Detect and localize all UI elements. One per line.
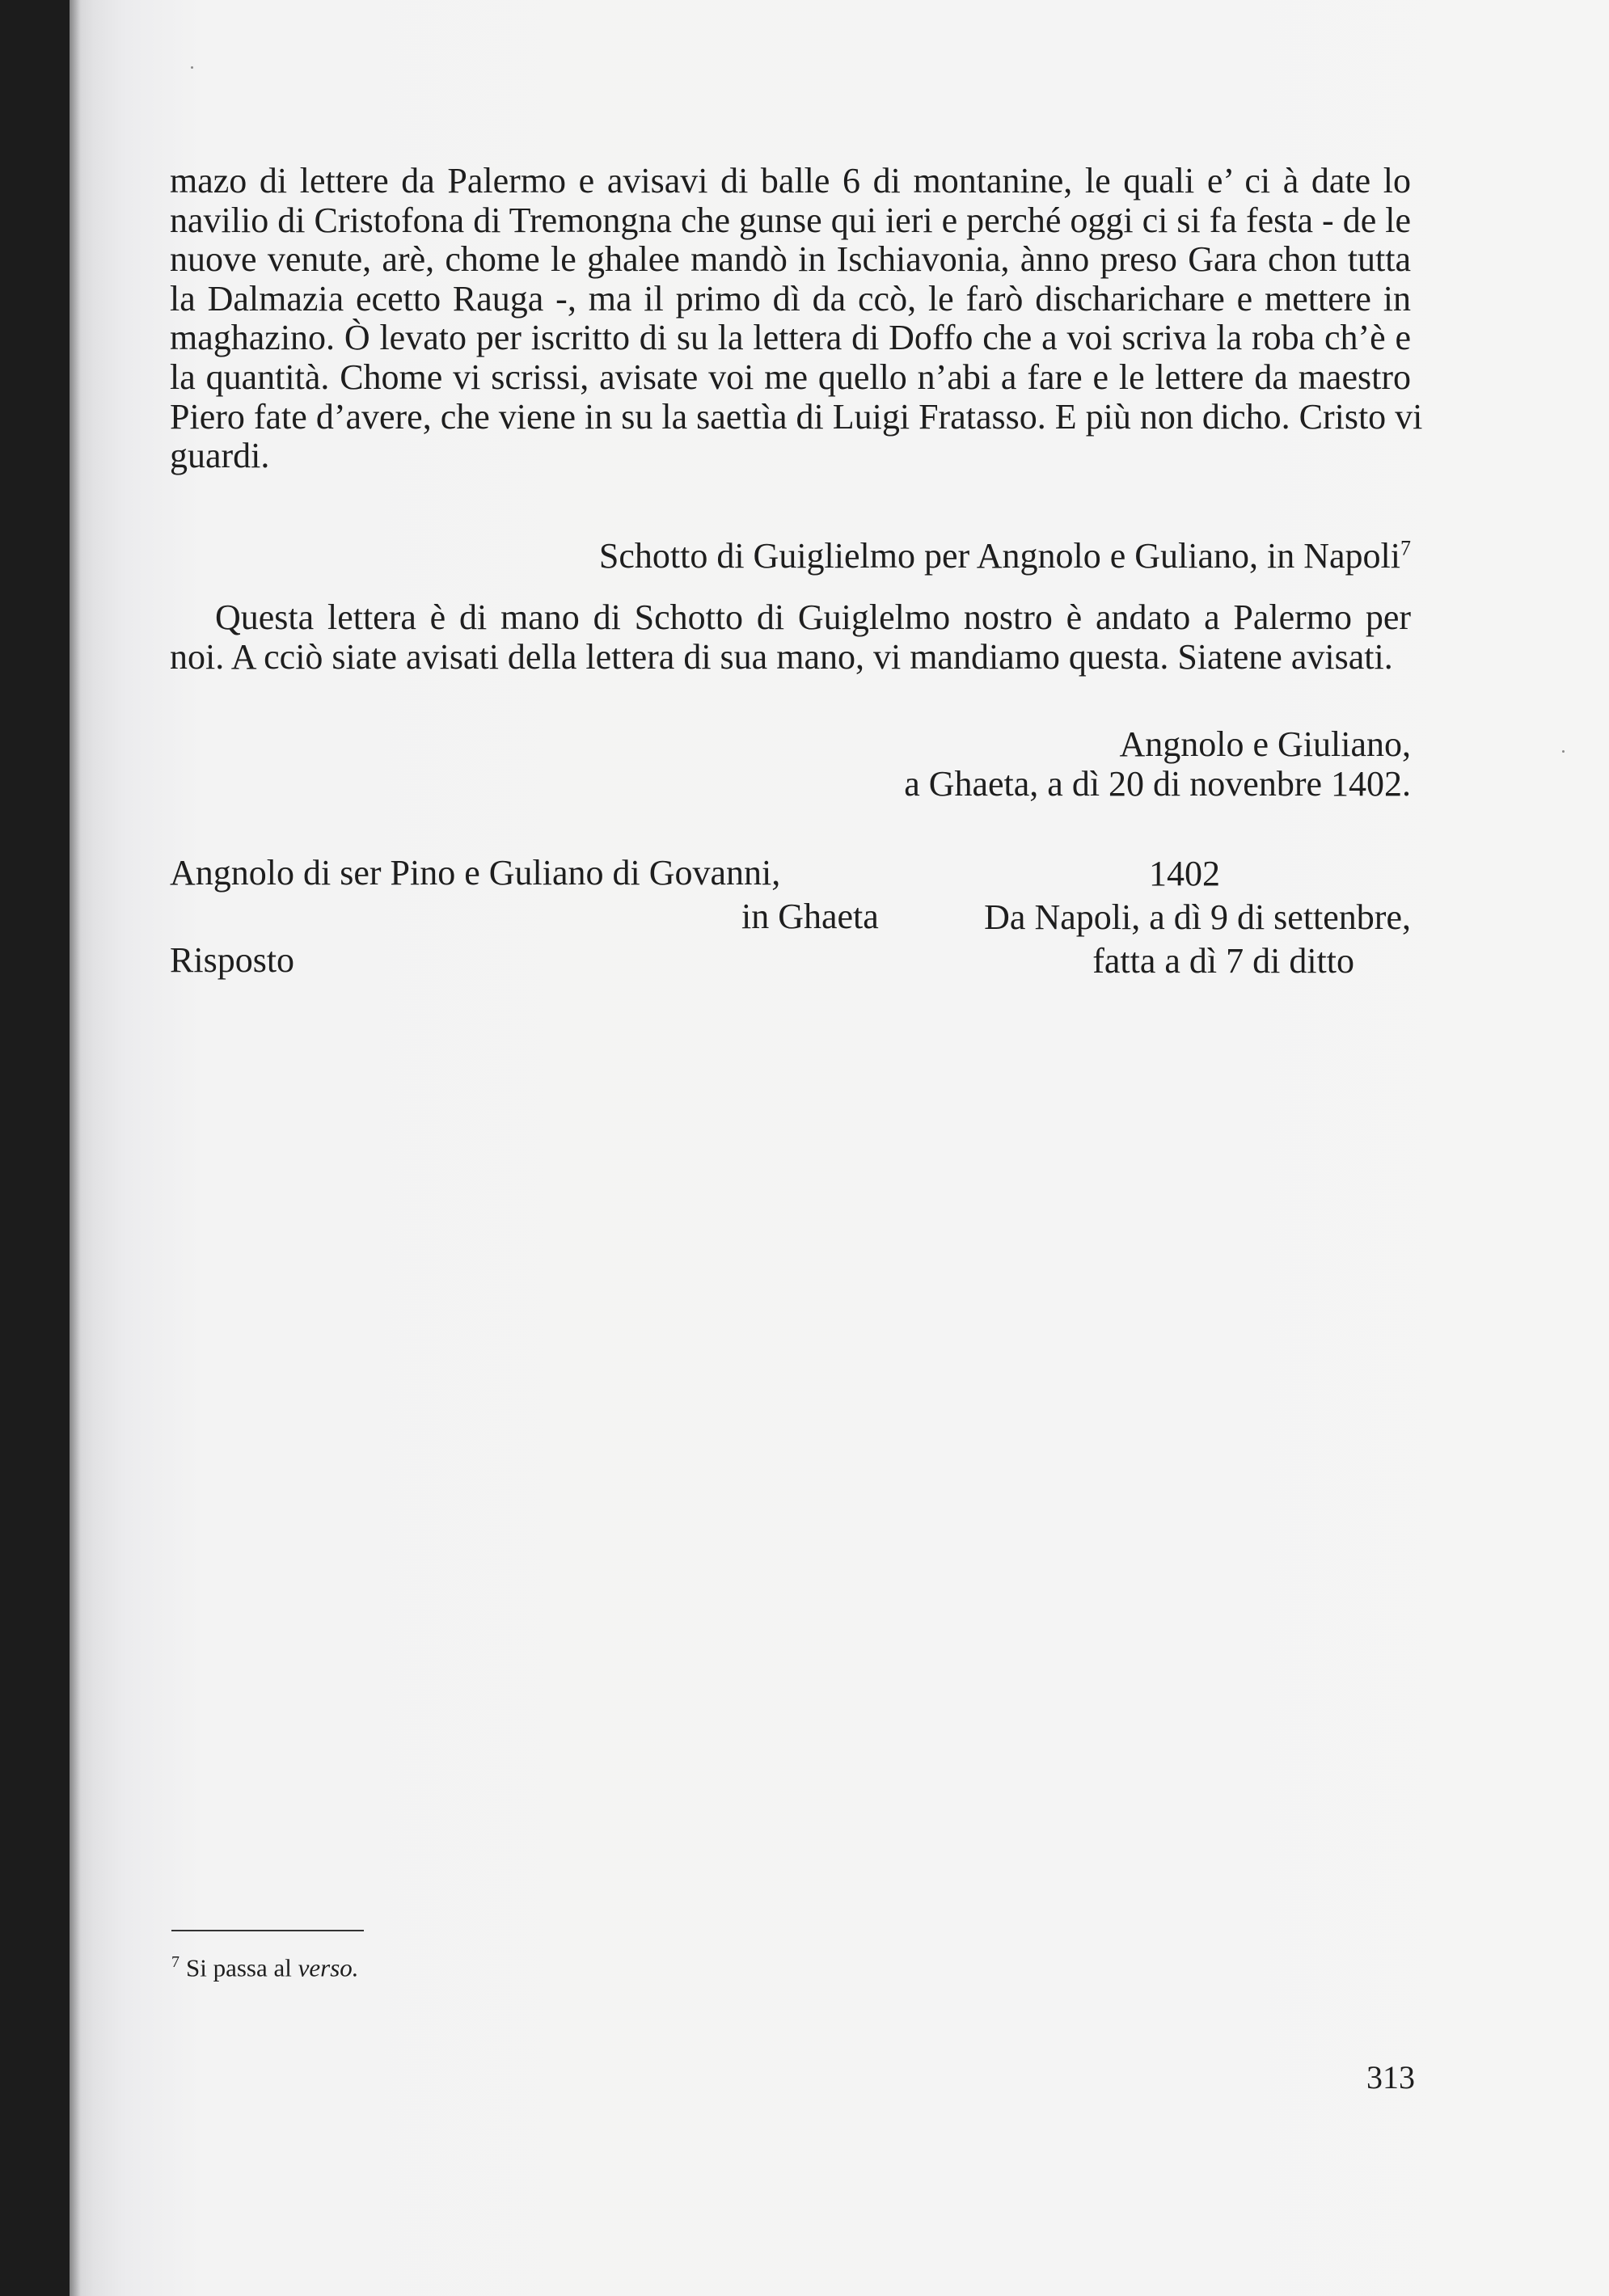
address-year: 1402 <box>1149 854 1220 893</box>
note-line: noi. A cciò siate avisati della lettera di sua mano, vi mandiamo questa. Siatene avisati. <box>170 636 1393 677</box>
address-place: in Ghaeta <box>741 897 879 936</box>
page-gutter-shadow <box>70 0 81 2296</box>
footnote <box>171 1953 359 1982</box>
footnote-text: Si passa al <box>186 1953 292 1982</box>
body-line: mazo di lettere da Palermo e avisavi di balle 6 di montanine, le quali e’ ci à date lo <box>170 161 1411 200</box>
address-from: Da Napoli, a dì 9 di settenbre, <box>984 897 1411 937</box>
letter-body-paragraph <box>170 161 1423 476</box>
footnote-reference[interactable]: 7 <box>1400 536 1411 560</box>
signature-block <box>170 725 1411 804</box>
signature-names: Angnolo e Giuliano, <box>1119 724 1411 764</box>
body-line: Piero fate d’avere, che viene in su la saettìa di Luigi Fratasso. E più non dicho. Cristo vi <box>170 396 1423 437</box>
paper-speck <box>1562 750 1565 753</box>
address-recipient: Angnolo di ser Pino e Guliano di Govanni, <box>170 853 781 893</box>
body-line: nuove venute, arè, chome le ghalee mandò in Ischiavonia, ànno preso Gara chon tutta <box>170 239 1411 280</box>
signature-place-date: a Ghaeta, a dì 20 di novenbre 1402. <box>904 763 1411 804</box>
body-line: la Dalmazia ecetto Rauga -, ma il primo dì da ccò, le farò discharichare e mettere in <box>170 278 1411 319</box>
footnote-number: 7 <box>171 1953 179 1971</box>
body-line: guardi. <box>170 436 270 476</box>
body-line: maghazino. Ò levato per iscritto di su la lettera di Doffo che a voi scriva la roba ch’è e <box>170 318 1411 358</box>
sender-line <box>170 537 1411 576</box>
note-line: Questa lettera è di mano di Schotto di Guiglelmo nostro è andato a Palermo per <box>215 597 1411 637</box>
address-made: fatta a dì 7 di ditto <box>1092 941 1354 981</box>
paper-speck <box>191 66 193 69</box>
sender-text: Schotto di Guiglielmo per Angnolo e Guliano, in Napoli <box>598 536 1400 576</box>
note-paragraph <box>170 598 1411 677</box>
address-date-block <box>958 852 1411 983</box>
footnote-rule <box>171 1930 364 1931</box>
body-line: navilio di Cristofona di Tremongna che gunse qui ieri e perché oggi ci si fa festa - de le <box>170 200 1411 240</box>
footnote-italic: verso. <box>298 1953 359 1982</box>
address-risposto: Risposto <box>170 940 295 980</box>
page-number: 313 <box>1366 2059 1415 2096</box>
body-line: la quantità. Chome vi scrissi, avisate voi me quello n’abi a fare e le lettere da maestro <box>170 357 1411 397</box>
